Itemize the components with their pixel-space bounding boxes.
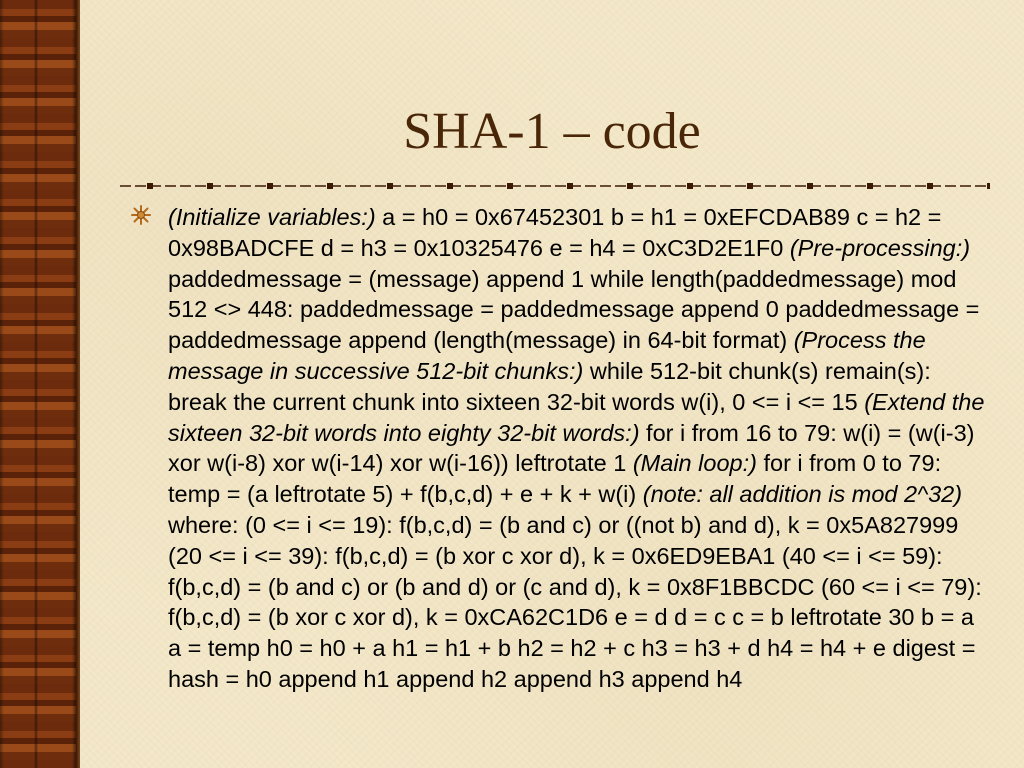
sun-burst-icon: [131, 205, 151, 225]
code-segment: a = h0 = 0x67452301 b = h1 = 0xEFCDAB89 c = h2 = 0x98BADCFE d = h3 = 0x10325476 e = h4 = 0xC3D2E1F0: [168, 204, 942, 261]
slide-body-text: [168, 202, 988, 695]
comment-segment: (note: all addition is mod 2^32): [642, 481, 963, 508]
comment-segment: (Extend the sixteen 32-bit words into eighty 32-bit words:): [168, 388, 985, 446]
code-segment: for i from 16 to 79: w(i) = (w(i-3) xor w(i-8) xor w(i-14) xor w(i-16)) leftrotate 1: [168, 419, 975, 477]
slide-title: SHA-1 – code: [403, 103, 701, 160]
code-segment: where: (0 <= i <= 19): f(b,c,d) = (b and c) or ((not b) and d), k = 0x5A827999 (20 <= i <= 39): f(b,c,d) = (b xor c xor d), k = 0x6ED9EBA1 (40 <= i <= 59): f(b,c,d) = (b and c) or (b and d) or (c and d), k = 0x8F1BBCDC (60 <= i <= 79): f(b,c,d) = (b xor c xor d), k = 0xCA62C1D6 e = d d = c c = b leftrotate 30 b = a a = temp h0 = h0 + a h1 = h1 + b h2 = h2 + c h3 = h3 + d h4 = h4 + e digest = hash = h0 append h1 append h2 append h3 append h4: [168, 511, 982, 692]
code-segment: for i from 0 to 79: temp = (a leftrotate 5) + f(b,c,d) + e + k + w(i): [168, 450, 942, 508]
wood-border: [0, 0, 76, 768]
code-segment: paddedmessage = (message) append 1 while length(paddedmessage) mod 512 <> 448: paddedmessage = paddedmessage append 0 paddedmessage = paddedmessage append (length(message) in 64-bit format): [168, 265, 980, 354]
comment-segment: (Pre-processing:): [789, 234, 971, 261]
comment-segment: (Main loop:): [632, 450, 757, 477]
dotted-divider: [120, 176, 990, 196]
comment-segment: (Initialize variables:): [168, 204, 376, 230]
comment-segment: (Process the message in successive 512-bit chunks:): [168, 327, 926, 384]
code-segment: while 512-bit chunk(s) remain(s): break the current chunk into sixteen 32-bit words w(i), 0 <= i <= 15: [168, 357, 931, 415]
